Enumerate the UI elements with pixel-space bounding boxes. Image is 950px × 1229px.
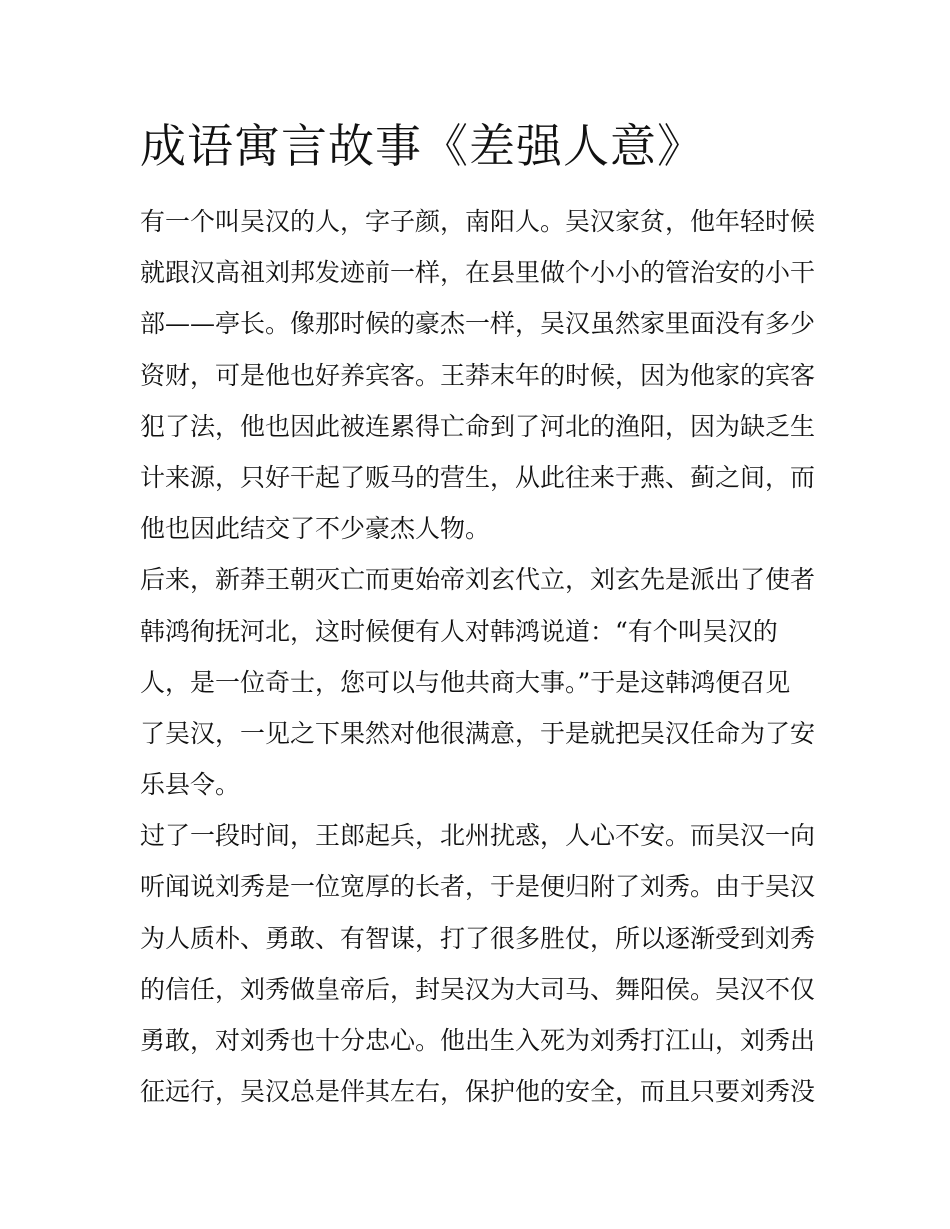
text-line: 有一个叫吴汉的人，字子颜，南阳人。吴汉家贫，他年轻时候 (140, 207, 816, 236)
text-line: 计来源，只好干起了贩马的营生，从此往来于燕、蓟之间，而 (140, 462, 816, 492)
text-line: 过了一段时间，王郎起兵，北州扰惑，人心不安。而吴汉一向 (140, 821, 816, 851)
text-line: 听闻说刘秀是一位宽厚的长者，于是便归附了刘秀。由于吴汉 (140, 872, 816, 902)
text-line: 为人质朴、勇敢、有智谋，打了很多胜仗，所以逐渐受到刘秀 (140, 923, 816, 953)
text-line: 就跟汉高祖刘邦发迹前一样，在县里做个小小的管治安的小干 (140, 258, 816, 288)
text-line: 犯了法，他也因此被连累得亡命到了河北的渔阳，因为缺乏生 (140, 411, 816, 441)
text-line: 乐县令。 (140, 770, 241, 800)
text-line: 勇敢，对刘秀也十分忠心。他出生入死为刘秀打江山，刘秀出 (140, 1026, 816, 1055)
text-line: 征远行，吴汉总是伴其左右，保护他的安全，而且只要刘秀没 (140, 1077, 816, 1107)
text-line: 资财，可是他也好养宾客。王莽末年的时候，因为他家的宾客 (140, 360, 816, 390)
body-text (140, 196, 815, 1117)
text-line: 的信任，刘秀做皇帝后，封吴汉为大司马、舞阳侯。吴汉不仅 (140, 974, 816, 1004)
text-line: 人，是一位奇士，您可以与他共商大事。”于是这韩鸿便召见 (140, 667, 791, 697)
text-line: 部——亭长。像那时候的豪杰一样，吴汉虽然家里面没有多少 (140, 309, 816, 339)
text-line: 韩鸿徇抚河北，这时候便有人对韩鸿说道：“有个叫吴汉的 (140, 616, 778, 646)
text-line: 他也因此结交了不少豪杰人物。 (140, 514, 491, 544)
text-line: 了吴汉，一见之下果然对他很满意，于是就把吴汉任命为了安 (140, 718, 816, 748)
page-title: 成语寓言故事《差强人意》 (140, 119, 704, 173)
text-line: 后来，新莽王朝灭亡而更始帝刘玄代立，刘玄先是派出了使者 (140, 565, 816, 595)
